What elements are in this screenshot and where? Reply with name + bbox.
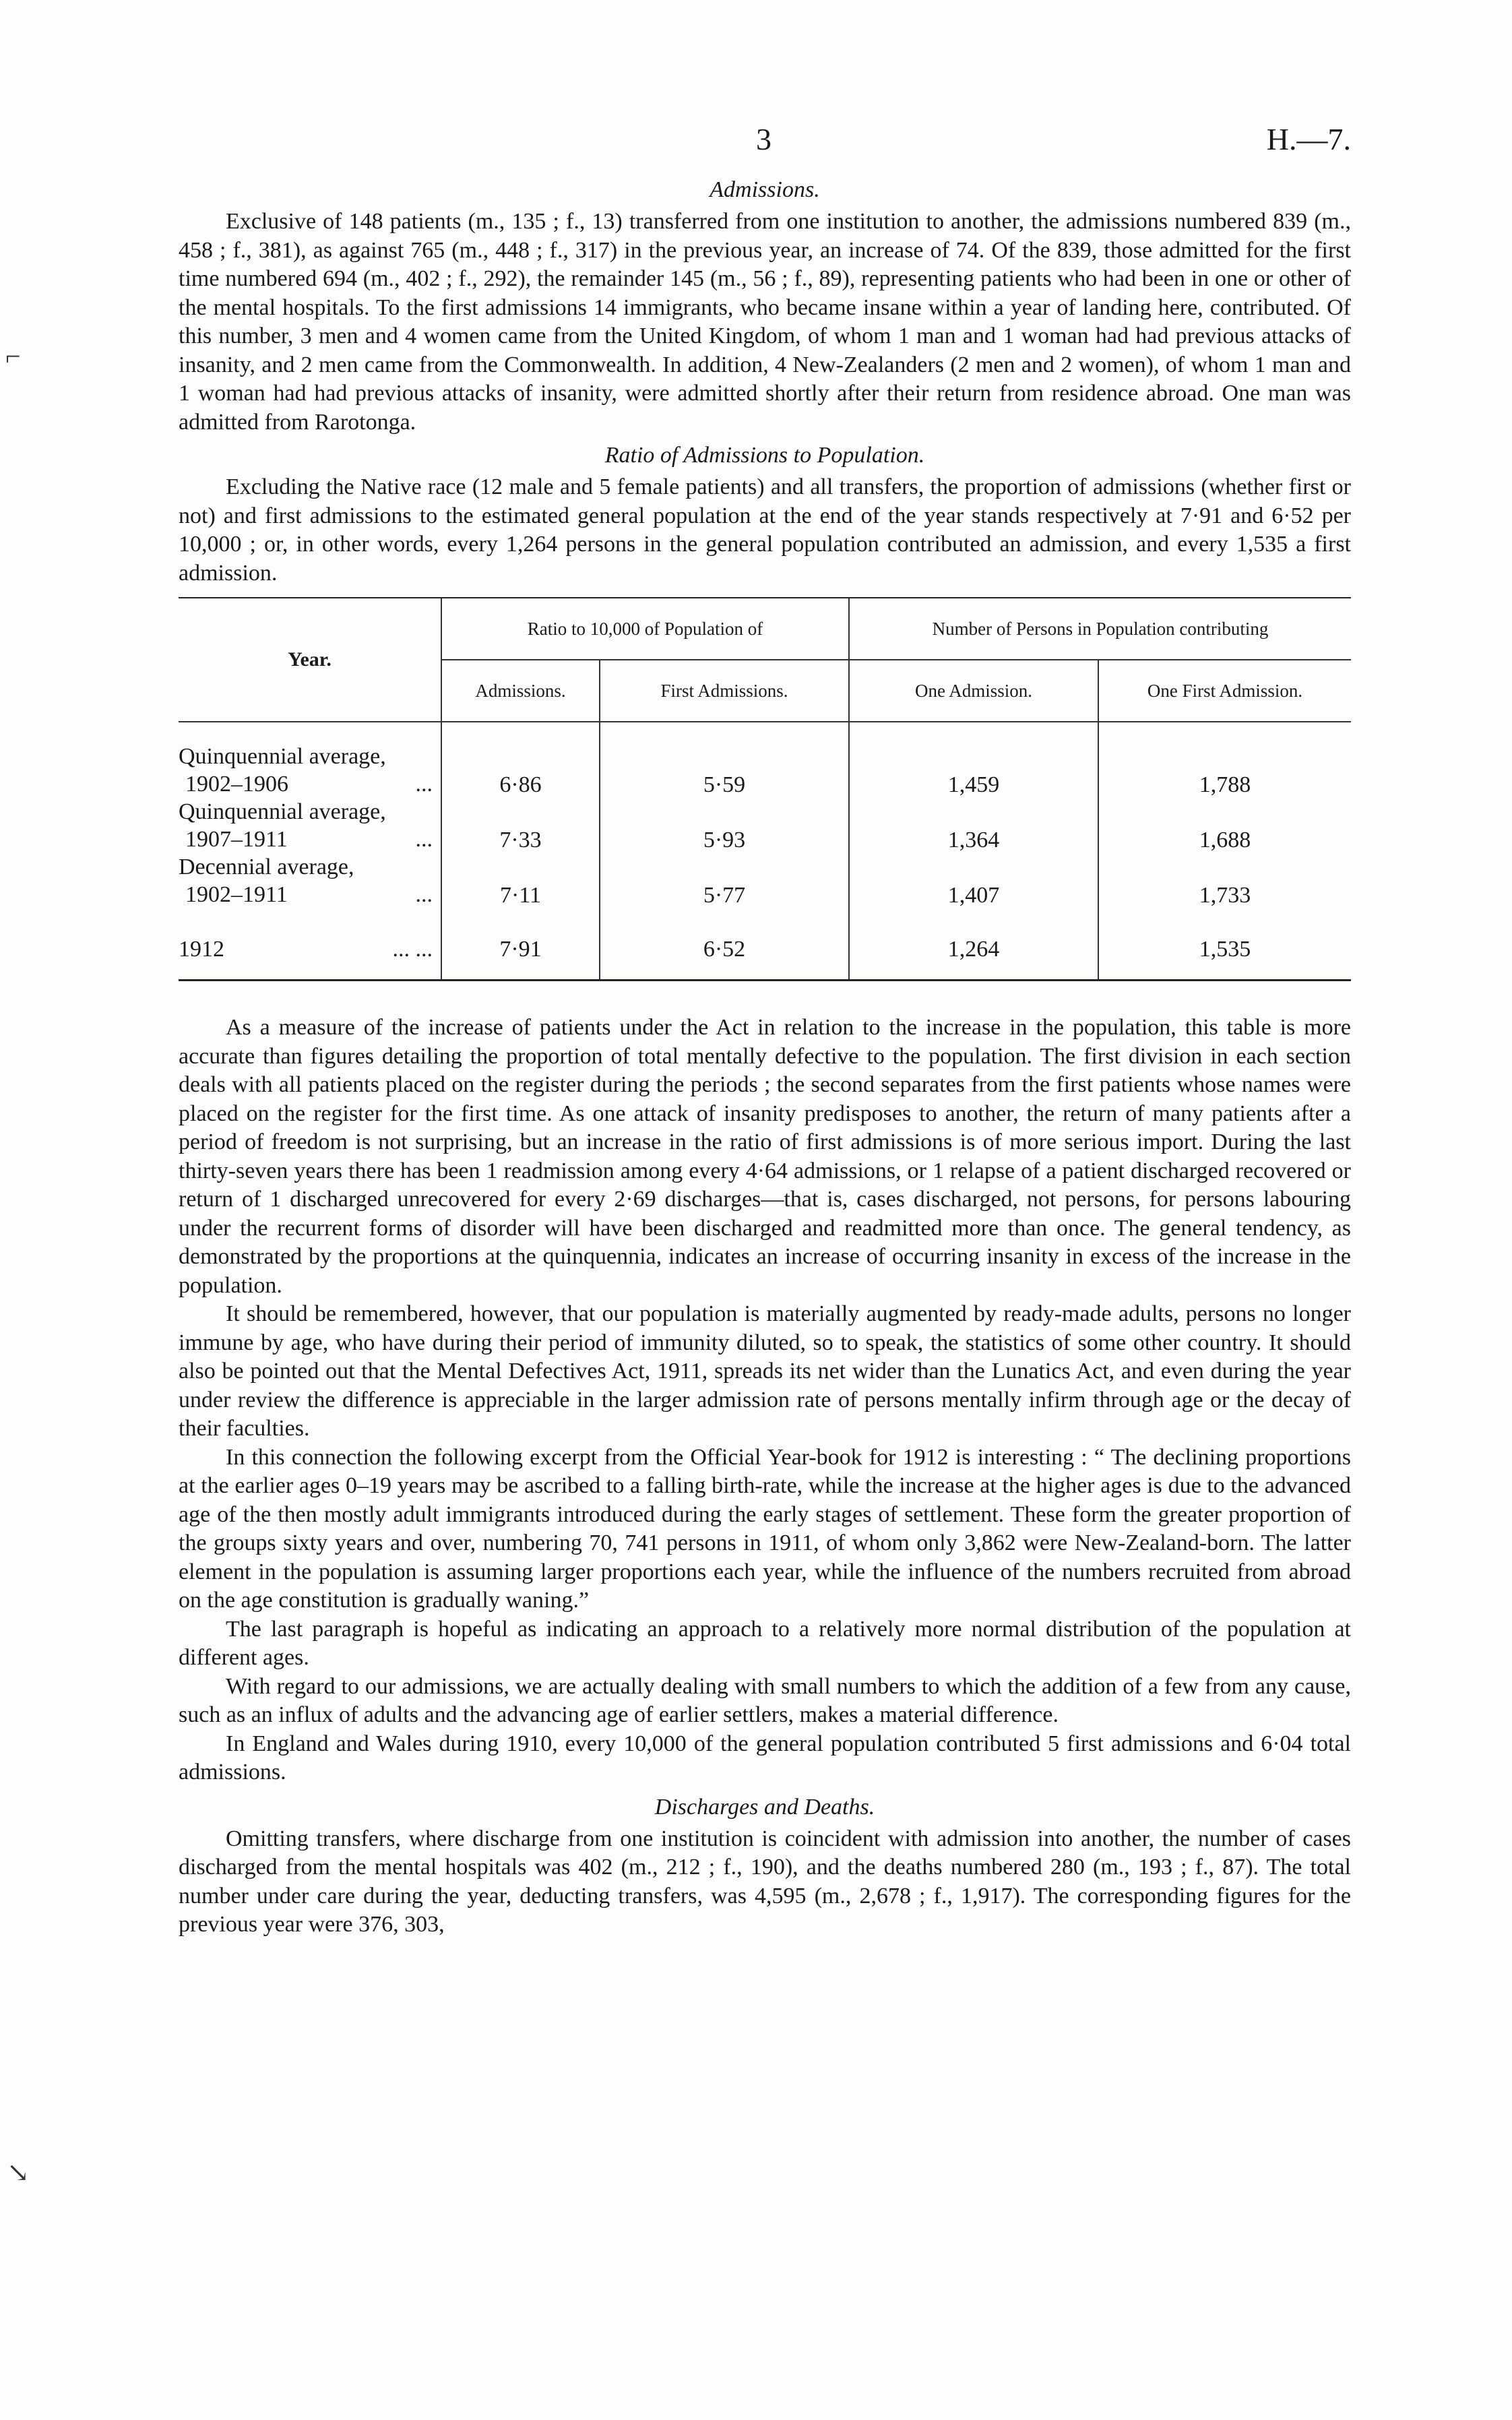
body-paragraph: In England and Wales during 1910, every 10,000 of the general population contributed 5 first admissions and 6·04 total admissions. [179,1731,1351,1785]
body-paragraph: With regard to our admissions, we are actually dealing with small numbers to which the addition of a few from any cause, such as an influx of adults and the advancing age of earlier settlers, makes a material difference. [179,1673,1351,1727]
body-paragraph: In this connection the following excerpt from the Official Year-book for 1912 is interesting : “ The declining proportions at the earlier ages 0–19 years may be ascribed to a falling birth-rate, while the increase at the higher ages is due to the advanced age of the then mostly adult immigrants introduced during the early stages of settlement. These form the greater proportion of the groups sixty years and over, numbering 70, 741 persons in 1911, of whom only 3,862 were New-Zealand-born. The latter element in the population is assuming larger proportions each year, while the influence of the numbers recruited from abroad on the age constitution is gradually waning.” [179,1444,1351,1613]
cell-admissions: 7·33 [441,798,600,853]
cell-one-admission: 1,459 [849,722,1098,798]
admissions-paragraph: Exclusive of 148 patients (m., 135 ; f., 13) transferred from one institution to another, the admissions numbered 839 (m., 458 ; f., 381), as against 765 (m., 448 ; f., 317) in the previous year, an increase of 74. Of the 839, those admitted for the first time numbered 694 (m., 402 ; f., 292), the remainder 145 (m., 56 ; f., 89), representing patients who had been in one or other of the mental hospitals. To the first admissions 14 immigrants, who became insane within a year of landing here, contributed. Of this number, 3 men and 4 women came from the United Kingdom, of whom 1 man and 1 woman had had previous attacks of insanity, and 2 men came from the Commonwealth. In addition, 4 New-Zealanders (2 men and 2 women), of whom 1 man and 1 woman had had previous attacks of insanity, were admitted shortly after their return from residence abroad. One man was admitted from Rarotonga. [179,209,1351,435]
body-paragraph: As a measure of the increase of patients under the Act in relation to the increase in the population, this table is more accurate than figures detailing the proportion of total mentally defective to the population. The first division in each section deals with all patients placed on the register during the periods ; the second separates from the first patients whose names were placed on the register for the first time. As one attack of insanity predisposes to another, the return of many patients after a period of freedom is not surprising, but an increase in the ratio of first admissions is of more serious import. During the last thirty-seven years there has been 1 readmission among every 4·64 admissions, or 1 relapse of a patient discharged recovered or return of 1 discharged unrecovered for every 2·69 discharges—that is, cases discharged, not persons, for persons labouring under the recurrent forms of disorder will have been discharged and readmitted more than once. The general tendency, as demonstrated by the proportions at the quinquennia, indicates an increase of occurring insanity in excess of the increase in the population. [179,1015,1351,1298]
table-row [179,853,1351,908]
discharges-heading: Discharges and Deaths. [654,1794,875,1820]
document-page [179,101,1351,1940]
group-header-persons: Number of Persons in Population contributing [849,598,1351,660]
margin-mark-bottom: ↘ [7,2157,30,2188]
row-leader: ... ... [392,937,433,962]
document-code: H.—7. [1266,122,1351,156]
page-header [179,101,1351,175]
row-label-line2: 1902–1911 [185,882,288,907]
cell-one-admission: 1,407 [849,853,1098,908]
row-leader: ... [415,882,433,907]
row-label-line2: 1902–1906 [185,772,288,797]
row-leader: ... [415,772,433,797]
table-row [179,798,1351,853]
cell-admissions: 7·91 [441,908,600,981]
table-row [179,908,1351,981]
group-header-ratio: Ratio to 10,000 of Population of [441,598,849,660]
cell-one-admission: 1,364 [849,798,1098,853]
row-label-line1: 1912 [179,937,224,962]
row-label-line1: Quinquennial average, [179,799,386,824]
ratio-paragraph: Excluding the Native race (12 male and 5 female patients) and all transfers, the proportion of admissions (whether first or not) and first admissions to the estimated general population at the end of the year stands respectively at 7·91 and 6·52 per 10,000 ; or, in other words, every 1,264 persons in the general population contributed an admission, and every 1,535 a first admission. [179,474,1351,586]
sub-header-one-admission: One Admission. [849,660,1098,722]
cell-admissions: 7·11 [441,853,600,908]
cell-one-first-admission: 1,733 [1098,853,1351,908]
row-label-line1: Decennial average, [179,855,354,879]
sub-header-first-admissions: First Admissions. [600,660,849,722]
cell-one-first-admission: 1,535 [1098,908,1351,981]
body-paragraph: The last paragraph is hopeful as indicating an approach to a relatively more normal distribution of the population at different ages. [179,1616,1351,1670]
sub-header-admissions: Admissions. [441,660,600,722]
cell-one-admission: 1,264 [849,908,1098,981]
body-paragraph: It should be remembered, however, that our population is materially augmented by ready-made adults, persons no longer immune by age, who have during their period of immunity diluted, so to speak, the statistics of some other country. It should also be pointed out that the Mental Defectives Act, 1911, spreads its net wider than the Lunatics Act, and even during the year under review the difference is appreciable in the larger admission rate of persons mentally infirm through age or the decay of their faculties. [179,1301,1351,1441]
col-header-year: Year. [179,598,441,722]
table-row [179,722,1351,798]
row-leader: ... [415,827,433,852]
cell-first-admissions: 6·52 [600,908,849,981]
cell-one-first-admission: 1,788 [1098,722,1351,798]
cell-admissions: 6·86 [441,722,600,798]
admissions-heading: Admissions. [710,177,820,202]
cell-first-admissions: 5·59 [600,722,849,798]
page-number: 3 [756,122,771,156]
ratio-heading: Ratio of Admissions to Population. [604,443,925,468]
discharges-paragraph: Omitting transfers, where discharge from one institution is coincident with admission into another, the number of cases discharged from the mental hospitals was 402 (m., 212 ; f., 190), and the deaths numbered 280 (m., 193 ; f., 87). The total number under care during the year, deducting transfers, was 4,595 (m., 2,678 ; f., 1,917). The corresponding figures for the previous year were 376, 303, [179,1826,1351,1937]
sub-header-one-first-admission: One First Admission. [1098,660,1351,722]
row-label-line2: 1907–1911 [185,827,288,852]
margin-mark-top: ⌐ [5,341,21,371]
ratio-table [179,598,1351,981]
row-label-line1: Quinquennial average, [179,744,386,769]
cell-one-first-admission: 1,688 [1098,798,1351,853]
cell-first-admissions: 5·77 [600,853,849,908]
cell-first-admissions: 5·93 [600,798,849,853]
